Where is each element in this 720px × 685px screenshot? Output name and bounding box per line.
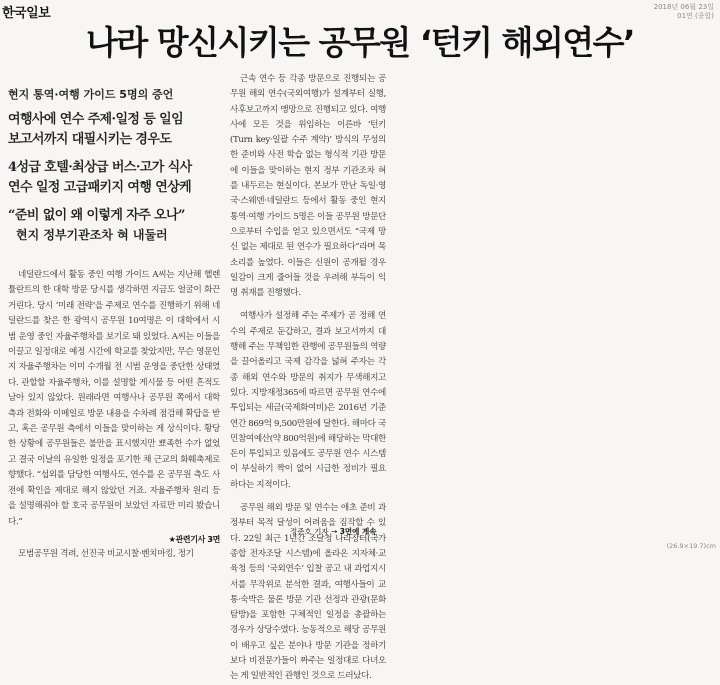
article-paragraph: 네덜란드에서 활동 중인 여행 가이드 A씨는 지난해 헬렌튤란트의 한 대학 방문 당시를 생각하면 지금도 얼굴이 화끈거린다. 당시 ‘미래 전략’을 주제로 연수를 진행하기 위해 네덜란드를 찾은 한 광역시 공무원 10여명은 이 대학에서 시범 운영 중인 자율주행차를 보기로 돼 있었다. A씨는 이들을 이끌고 일정대로 예정 시간에 학교를 찾았지만, 무슨 영문인지 자율주행차는 이미 수개월 전 시범 운영을 중단한 상태였다. 관할할 자율주행차, 이를 설명할 게시물 등 어떤 흔적도 남아 있지 않았다. 원래라면 여행사나 공무원 쪽에서 대학 측과 전화와 이메일로 방문 내용을 수차례 점검해 확답을 받고, 혹은 공무원 측에서 이들을 맞이하는 게 상식이다. 황당한 상황에 공무원들은 불만을 표시했지만 뾰족한 수가 없었고 결국 이날의 유일한 일정을 포기한 채 근교의 화훼축제로 향했다. “섭외를 담당한 여행사도, 연수를 온 공무원 측도 사전에 확인을 제대로 해지 않았던 거죠. 자율주행차 원리 등을 설명해줘야 할 호국 공무원이 보았던 자료만 미리 봤습니다.” — [8, 270, 220, 527]
subhead-quote: “준비 없이 왜 이렇게 자주 오나” — [8, 208, 185, 223]
page-number: 01면 (종합) — [677, 12, 714, 20]
subhead-second — [8, 110, 206, 150]
article-paragraph: 모범공무원 격려, 선진국 비교시찰·벤치마킹, 정기 — [18, 549, 194, 560]
subhead-line: 여행사에 연수 주제·일정 등 일임 — [8, 112, 184, 127]
size-note: (26.9×19.7)cm — [666, 542, 716, 550]
byline — [290, 526, 377, 537]
headline: 나라 망신시키는 공무원 ‘턴키 해외연수’ — [85, 23, 635, 62]
article-paragraph: 근속 연수 등 각종 방문으로 진행되는 공무원 해외 연수(국외여행)가 설계부터 실행, 사후보고까지 맹망으로 진행되고 있다. 여행사에 모든 것을 위임하는 이른바 ‘턴키(Turn key·일괄 수주 계약)’ 방식의 무성의한 준비와 사전 학습 없는 형식적 기관 방문에 이들을 맞이하는 현지 정부 기관조차 혀를 내두르는 현실이다. 본보가 만난 독일·영국·스웨덴·네덜란드 등에서 활동 중인 현지 통역·여행 가이드 5명은 이들 공무원 방문단으로부터 수입을 얻고 있으면서도 “국제 망신 없는 제대로 된 연수가 필요하다”라며 목소리를 높였다. 이들은 신원이 공개될 경우 일감이 크게 줄어들 것을 우려해 부득이 익명 취재를 진행했다. — [230, 74, 386, 299]
subhead-first: 현지 통역·여행 가이드 5명의 증언 — [8, 88, 174, 101]
article-body-left — [8, 268, 220, 563]
newspaper-logo: 한국일보 — [2, 6, 51, 21]
subhead-quote-sub: 현지 정부기관조차 혀 내둘러 — [16, 228, 168, 242]
author-name: 정준호 기자 — [290, 527, 329, 536]
article-paragraph: 여행사가 설정해 주는 주제가 곧 정해 연수의 주제로 둔갑하고, 결과 보고서까지 대행해 주는 무책임한 관행에 공무원들의 역량을 끌어올리고 국제 감각을 넓혀 주자는 각종 해외 연수와 방문의 취지가 무색해지고 있다. 지방재정365에 따르면 공무원 연수에 투입되는 세금(국제화여비)은 2016년 기준 연간 869억 9,500만원에 달한다. 해마다 국민참여예산(약 800억원)에 해당하는 막대한 돈이 투입되고 있음에도 공무원 연수 시스템이 부실하기 짝이 없어 시급한 정비가 필요하다는 지적이다. — [230, 311, 386, 490]
date-info — [654, 3, 714, 21]
subhead-line: 연수 일정 고급패키지 여행 연상케 — [8, 180, 192, 195]
arrow-icon: → — [331, 527, 338, 536]
continued-link[interactable]: 3면에 계속 — [339, 527, 377, 536]
related-article-link[interactable]: ★관련기사 3면 — [168, 534, 220, 544]
subhead-column — [8, 88, 206, 244]
article-body-right — [230, 72, 386, 685]
subhead-line: 4성급 호텔·최상급 버스·고가 식사 — [8, 160, 192, 175]
masthead — [0, 0, 720, 22]
article-paragraph: 공무원 해외 방문 및 연수는 애초 준비 과정부터 목적 달성이 어려움을 짐작할 수 있다. 22일 최근 1년간 조달청 나라장터(국가종합 전자조달 시스템)에 올라온 지자체·교육청 등의 ‘국외연수’ 입찰 공고 내 과업지시서를 무작위로 분석한 결과, 여행사들이 교통·숙박은 물론 방문 기관 선정과 관광(문화탐방)을 포함한 구체적인 일정을 총괄하는 경우가 상당수였다. 능동적으로 해당 공무원이 배우고 싶은 분야나 방문 기관을 정하기보다 비전문가들이 짜주는 일정대로 다녀오는 게 일반적인 관행인 것으로 드러났다. — [230, 503, 386, 682]
subhead-line: 보고서까지 대필시키는 경우도 — [8, 132, 172, 147]
publication-date: 2018년 06월 23일 — [653, 3, 714, 11]
subhead-third — [8, 158, 206, 198]
